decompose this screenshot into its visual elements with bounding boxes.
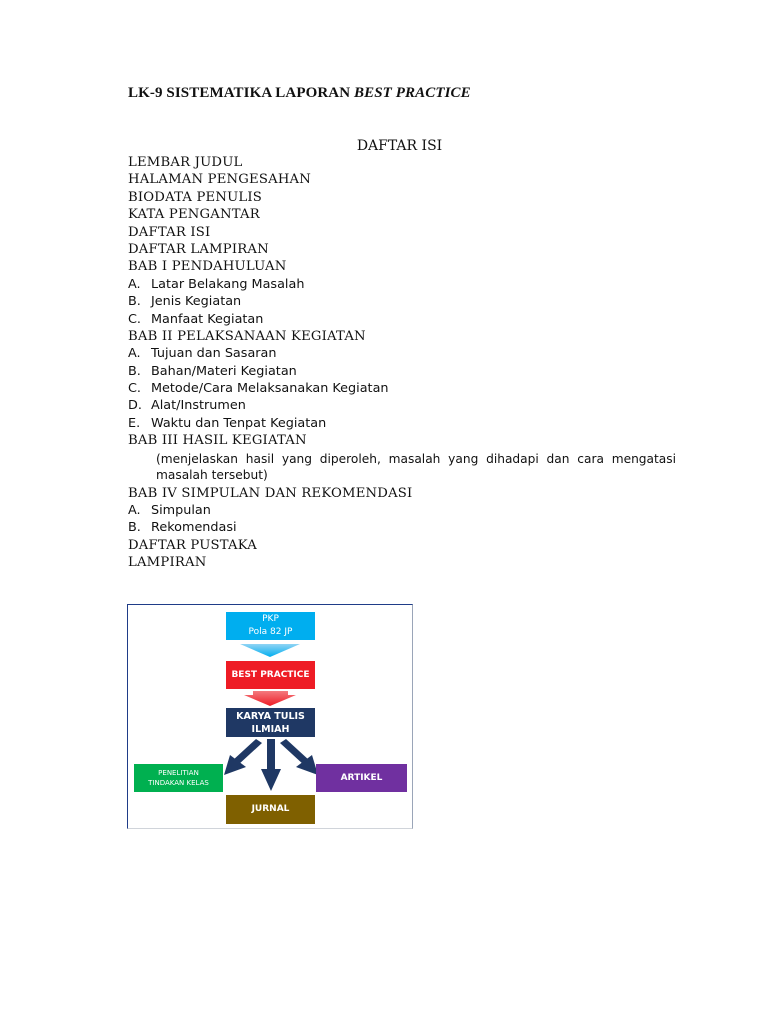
artikel-label: ARTIKEL (340, 772, 383, 783)
subitem-letter: B. (128, 363, 141, 379)
subitem-text: Tujuan dan Sasaran (151, 346, 277, 362)
toc-note: (menjelaskan hasil yang diperoleh, masalah yang dihadapi dan cara mengatasi masalah tersebut) (156, 451, 676, 482)
subitem-text: Alat/Instrumen (151, 398, 246, 414)
toc-subitem (128, 380, 688, 397)
subitem-letter: C. (128, 311, 142, 327)
table-of-contents (128, 154, 688, 572)
jurnal-box (226, 795, 315, 824)
toc-item: BIODATA PENULIS (128, 189, 263, 205)
toc-item: HALAMAN PENGESAHAN (128, 172, 311, 188)
subitem-letter: D. (128, 398, 142, 414)
pkp-line1: PKP (262, 614, 279, 624)
karya-tulis-box (226, 708, 315, 737)
subitem-text: Simpulan (151, 503, 211, 519)
toc-heading: DAFTAR ISI (356, 138, 443, 154)
subitem-letter: B. (128, 294, 141, 310)
toc-item: DAFTAR LAMPIRAN (128, 241, 269, 257)
ptk-box (134, 764, 223, 792)
subitem-text: Jenis Kegiatan (151, 294, 242, 310)
toc-item: BAB I PENDAHULUAN (128, 259, 287, 275)
toc-item: BAB IV SIMPULAN DAN REKOMENDASI (128, 485, 413, 501)
subitem-letter: E. (128, 415, 141, 431)
subitem-letter: A. (128, 276, 141, 292)
subitem-text: Waktu dan Tenpat Kegiatan (151, 415, 327, 431)
toc-item: DAFTAR PUSTAKA (128, 537, 257, 553)
flow-diagram (127, 604, 413, 829)
arrow-down-red (244, 691, 296, 706)
subitem-text: Rekomendasi (151, 520, 237, 536)
subitem-letter: C. (128, 381, 142, 397)
ptk-line2: TINDAKAN KELAS (148, 779, 209, 787)
best-practice-box (226, 661, 315, 689)
best-practice-label: BEST PRACTICE (231, 669, 310, 680)
subitem-letter: B. (128, 520, 141, 536)
subitem-letter: A. (128, 346, 141, 362)
toc-subitem (128, 415, 688, 432)
toc-subitem (128, 293, 688, 310)
toc-item: BAB II PELAKSANAAN KEGIATAN (128, 328, 366, 344)
toc-subitem (128, 311, 688, 328)
toc-subitem (128, 519, 688, 536)
toc-item: DAFTAR ISI (128, 224, 211, 240)
toc-subitem (128, 345, 688, 362)
subitem-text: Bahan/Materi Kegiatan (151, 363, 297, 379)
arrow-down-blue (240, 644, 300, 657)
title-main: LK-9 SISTEMATIKA LAPORAN (128, 85, 355, 101)
document-title (128, 85, 471, 102)
kti-line1: KARYA TULIS (236, 710, 305, 722)
subitem-text: Metode/Cara Melaksanakan Kegiatan (151, 381, 389, 397)
toc-subitem (128, 397, 688, 414)
toc-item: LEMBAR JUDUL (128, 155, 243, 170)
ptk-line1: PENELITIAN (158, 769, 199, 777)
pkp-line2: Pola 82 JP (248, 627, 293, 637)
arrow-right (280, 739, 318, 775)
artikel-box (316, 764, 407, 792)
toc-item: BAB III HASIL KEGIATAN (128, 433, 307, 449)
title-italic: BEST PRACTICE (354, 85, 471, 101)
kti-line2: ILMIAH (251, 723, 290, 735)
subitem-letter: A. (128, 503, 141, 519)
toc-subitem (128, 502, 688, 519)
toc-item: LAMPIRAN (128, 555, 207, 571)
toc-subitem (128, 276, 688, 293)
subitem-text: Manfaat Kegiatan (151, 311, 264, 327)
arrow-left (224, 739, 262, 775)
arrow-down (261, 739, 281, 791)
pkp-box (226, 612, 315, 640)
toc-subitem (128, 363, 688, 380)
jurnal-label: JURNAL (251, 804, 290, 814)
subitem-text: Latar Belakang Masalah (151, 276, 305, 292)
toc-item: KATA PENGANTAR (128, 207, 260, 223)
